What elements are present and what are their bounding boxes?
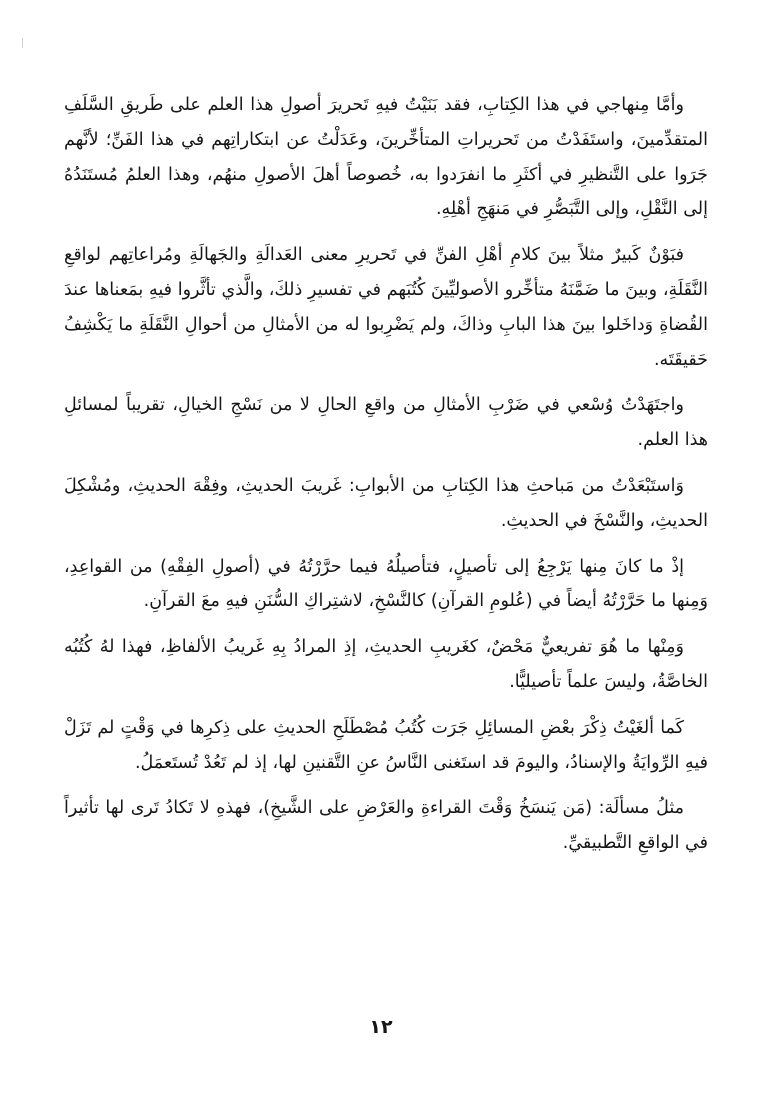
- paragraph-copying-example: مثلُ مسألَة: (مَن يَنسَخُ وَقْتَ القراءةِ والعَرْضِ على الشَّيخِ)، فهذهِ لا تَكادُ تَرى لها تأثيراً في الواقعِ التَّطبيقيِّ.: [64, 798, 708, 854]
- paragraph-adala-example: فبَوْنٌ كَبيرٌ مثلاً بينَ كلامِ أهْلِ الفنِّ في تَحريرِ معنى العَدالَةِ والجَهالَةِ ومُراعاتِهم لواقعِ النَّقَلَةِ، وبينَ ما ضَمَّنَهُ متأخِّرو الأصوليِّينَ كُتُبَهم في تفسيرِ ذلكَ، والَّذي تأثَّروا فيهِ بمَعناها عندَ القُضاةِ وَداخَلوا بينَ هذا البابِ وذاكَ، ولم يَضْرِبوا له من الأمثالِ من أحوالِ النَّقَلَةِ ما يَكْشِفُ حَقيقَتَه.: [64, 245, 708, 370]
- paragraph-branching-reason: وَمِنْها ما هُوَ تفريعيٌّ مَحْضٌ، كغَريبِ الحديثِ، إذِ المرادُ بِهِ غَريبُ الألفاظِ، فهذا لهُ كُتُبُه الخاصَّةُ، وليسَ علماً تأصيليًّا.: [64, 637, 708, 692]
- paragraph-excluded-chapters: وَاستَبْعَدْتُ من مَباحثِ هذا الكِتابِ من الأبوابِ: غَريبَ الحديثِ، وفِقْهَ الحديثِ، ومُشْكِلَ الحديثِ، والنَّسْخَ في الحديثِ.: [64, 475, 708, 531]
- paragraph-omitted-issues: كَما ألغَيْتُ ذِكْرَ بعْضِ المسائِلِ جَرَت كُتُبُ مُصْطَلَحِ الحديثِ على ذِكرِها في وَقْتٍ لم تَزَلْ فيهِ الرِّوايَةُ والإسنادُ، واليومَ قد استَغنى النَّاسُ عنِ التَّقنينِ لها، إذ لم تَعُدْ تُستَعمَلُ.: [64, 717, 708, 773]
- paragraph-examples-effort: واجتَهَدْتُ وُسْعي في ضَرْبِ الأمثالِ من واقعِ الحالِ لا من نَسْجِ الخيالِ، تقريباً لمسائلِ هذا العلم.: [64, 395, 708, 451]
- body-text: [64, 88, 708, 872]
- scan-edge-mark: [22, 38, 23, 48]
- paragraph-rooting-reason: إذْ ما كانَ مِنها يَرْجِعُ إلى تأصيلٍ، فتأصيلُهُ فيما حرَّرْتُهُ في (أصولِ الفِقْهِ) من القواعِدِ، وَمِنها ما حَرَّرْتُهُ أيضاً في (عُلومِ القرآنِ) كالنَّسْخِ، لاشتِراكِ السُّنَنِ فيهِ معَ القرآنِ.: [64, 556, 708, 612]
- paragraph-methodology: وأمَّا مِنهاجي في هذا الكِتابِ، فقد بَنَيْتُ فيهِ تَحريرَ أصولِ هذا العلم على طَريقِ السَّلَفِ المتقدِّمينَ، واستَفَدْتُ من تَحريراتِ المتأخِّرينَ، وعَدَلْتُ عن ابتكاراتِهم في هذا الفَنِّ؛ لأنَّهم جَرَوا على التَّنظيرِ في أكثَرِ ما انفرَدوا به، خُصوصاً أهلَ الأصولِ منهُم، وهذا العلمُ مُستَنَدُهُ إلى النَّقْلِ، وإلى التَّبَصُّرِ في مَنهَجِ أهْلِهِ.: [64, 95, 708, 220]
- page-number: ١٢: [369, 1016, 393, 1038]
